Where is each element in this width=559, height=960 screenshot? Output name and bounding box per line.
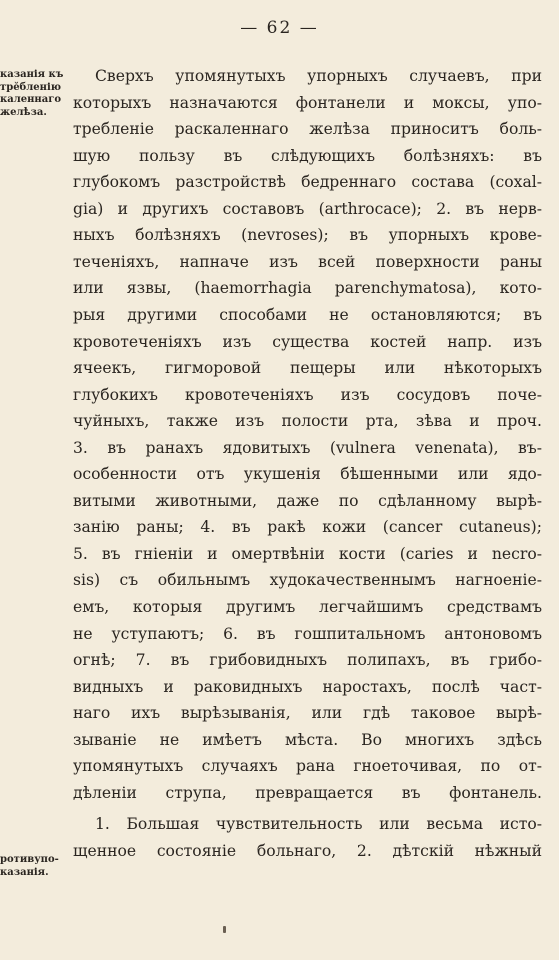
text-line: ячеекъ, гигморовой пещеры или нѣкоторыхъ xyxy=(73,359,542,377)
text-line: шую пользу въ слѣдующихъ болѣзняхъ: въ xyxy=(73,147,542,165)
text-line: 1. Большая чувствительность или весьма исто- xyxy=(95,815,542,833)
text-line: Сверхъ упомянутыхъ упорныхъ случаевъ, при xyxy=(95,67,542,85)
text-line: особенности отъ укушенія бѣшенными или ядо- xyxy=(73,465,542,483)
margin-note-line: казанія. xyxy=(0,866,49,878)
text-line: или язвы, (haemorrhagia parenchymatosa), кото- xyxy=(73,279,542,297)
margin-note-line: казанія къ xyxy=(0,69,64,80)
text-line: теченіяхъ, напначе изъ всей поверхности раны xyxy=(73,253,542,271)
text-line: sis) съ обильнымъ худокачественнымъ нагноеніе- xyxy=(73,571,542,589)
page-number: — 62 — xyxy=(240,18,319,38)
text-line: чуйныхъ, также изъ полости рта, зѣва и проч. xyxy=(73,412,542,430)
margin-note-line: каленнаго xyxy=(0,94,62,105)
text-line: gia) и другихъ составовъ (arthrocace); 2. въ нерв- xyxy=(73,200,542,218)
text-line: 5. въ гніеніи и омертвѣніи кости (caries и necro- xyxy=(73,545,542,563)
text-line: занію раны; 4. въ ракѣ кожи (cancer cutaneus); xyxy=(73,518,542,536)
margin-note-line: ротивупо- xyxy=(0,854,59,865)
text-line: видныхъ и раковидныхъ наростахъ, послѣ част- xyxy=(73,678,542,696)
margin-note-line: желѣза. xyxy=(0,106,47,118)
text-line: щенное состояніе больнаго, 2. дѣтскій нѣжный xyxy=(73,842,542,860)
ink-speck xyxy=(223,926,226,933)
margin-note-contraindications xyxy=(0,854,70,879)
text-line: зываніе не имѣетъ мѣста. Во многихъ здѣсь xyxy=(73,731,542,749)
text-line: дѣленіи струпа, превращается въ фонтанель. xyxy=(73,784,542,802)
text-line: требленіе раскаленнаго желѣза приноситъ боль- xyxy=(73,120,542,138)
margin-note-indications xyxy=(0,69,70,119)
text-line: огнѣ; 7. въ грибовидныхъ полипахъ, въ грибо- xyxy=(73,651,542,669)
text-line: витыми животными, даже по сдѣланному вырѣ- xyxy=(73,492,542,510)
text-line: ныхъ болѣзняхъ (nevroses); въ упорныхъ крове- xyxy=(73,226,542,244)
text-line: глубокихъ кровотеченіяхъ изъ сосудовъ поче- xyxy=(73,386,542,404)
margin-note-line: трӗбленію xyxy=(0,81,62,93)
text-line: глубокомъ разстройствѣ бедреннаго состава (coxal- xyxy=(73,173,542,191)
text-line: не уступаютъ; 6. въ гошпитальномъ антоновомъ xyxy=(73,625,542,643)
text-line: которыхъ назначаются фонтанели и моксы, упо- xyxy=(73,94,542,112)
text-line: наго ихъ вырѣзыванія, или гдѣ таковое вырѣ- xyxy=(73,704,542,722)
text-line: рыя другими способами не остановляются; въ xyxy=(73,306,542,324)
text-line: 3. въ ранахъ ядовитыхъ (vulnera venenata), въ- xyxy=(73,439,542,457)
text-line: упомянутыхъ случаяхъ рана гноеточивая, по от- xyxy=(73,757,542,775)
text-line: емъ, которыя другимъ легчайшимъ средствамъ xyxy=(73,598,542,616)
text-line: кровотеченіяхъ изъ существа костей напр. изъ xyxy=(73,333,542,351)
